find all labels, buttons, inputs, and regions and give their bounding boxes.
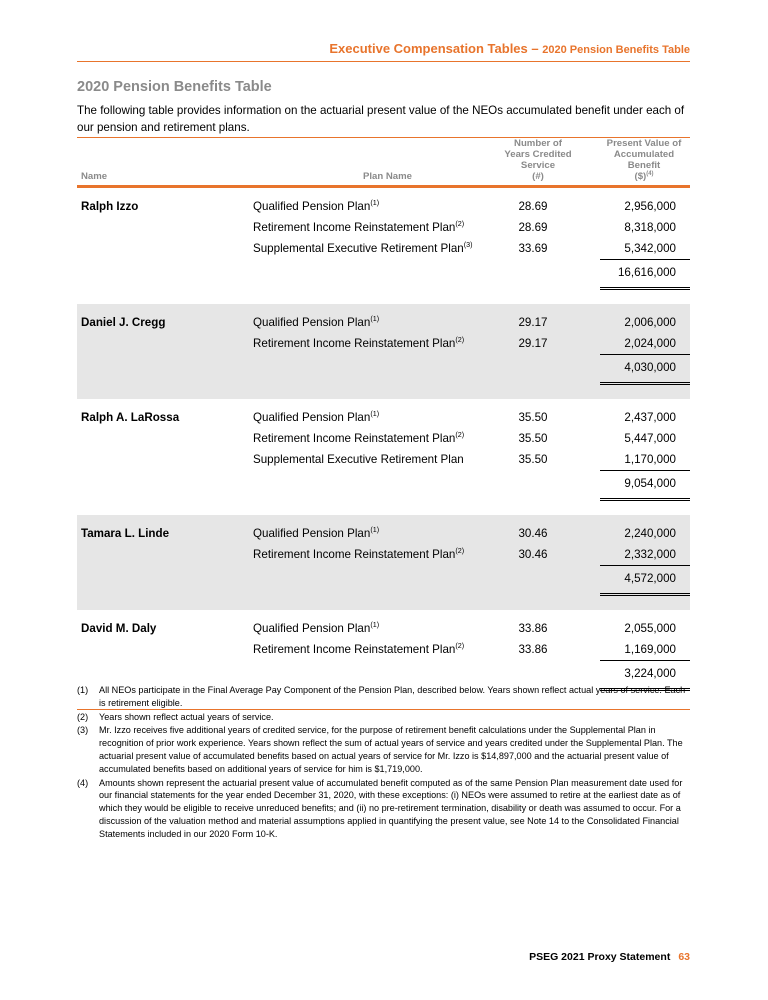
plan-footnote-ref: (1)	[370, 620, 380, 630]
table-row	[77, 449, 690, 470]
table-row	[77, 333, 690, 354]
cell-blank	[486, 470, 590, 501]
cell-value: 2,006,000	[590, 304, 690, 333]
cell-value: 2,956,000	[624, 200, 676, 213]
cell-name	[77, 544, 253, 565]
cell-plan	[253, 428, 486, 449]
footnotes	[77, 684, 689, 842]
cell-value: 8,318,000	[624, 221, 676, 234]
cell-years: 29.17	[486, 304, 590, 333]
table-row	[77, 610, 690, 639]
footnote	[77, 684, 689, 710]
person-name: Ralph A. LaRossa	[81, 411, 180, 424]
plan-name: Qualified Pension Plan	[253, 527, 371, 540]
cell-name	[77, 333, 253, 354]
cell-years: 28.69	[518, 200, 548, 213]
table-row	[77, 304, 690, 333]
section-title: 2020 Pension Benefits Table	[77, 79, 272, 95]
footer-doc-title: PSEG 2021 Proxy Statement	[529, 951, 671, 963]
plan-footnote-ref: (1)	[370, 198, 380, 208]
cell-plan	[253, 639, 486, 660]
cell-value: 2,055,000	[624, 622, 676, 635]
table-row	[77, 544, 690, 565]
cell-blank	[253, 470, 486, 501]
col-header-value	[590, 138, 690, 187]
cell-value: 5,342,000	[624, 242, 676, 255]
cell-years: 33.69	[518, 242, 548, 255]
col-header-value-line: ($)	[634, 171, 647, 182]
running-header	[77, 40, 690, 62]
col-header-value-line: Benefit	[627, 160, 661, 171]
table-row	[77, 238, 690, 259]
cell-total	[590, 565, 690, 596]
cell-value: 1,169,000	[624, 643, 676, 656]
spacer-cell	[77, 385, 690, 399]
footnote-number: (2)	[77, 711, 89, 722]
person-name: Ralph Izzo	[81, 200, 139, 213]
plan-name: Supplemental Executive Retirement Plan	[253, 242, 464, 255]
spacer-row	[77, 290, 690, 304]
plan-footnote-ref: (2)	[455, 641, 465, 651]
col-header-value-footnote: (4)	[646, 170, 654, 177]
table-body	[77, 187, 690, 710]
cell-blank	[253, 565, 486, 596]
cell-plan	[253, 333, 486, 354]
total-row	[77, 470, 690, 501]
cell-blank	[77, 470, 253, 501]
header-separator: –	[527, 41, 543, 56]
col-header-value-line: Present Value of	[606, 138, 682, 149]
plan-name: Supplemental Executive Retirement Plan	[253, 453, 464, 466]
total-value: 9,054,000	[624, 477, 676, 490]
cell-name	[77, 639, 253, 660]
col-header-years	[486, 138, 590, 187]
cell-total	[590, 354, 690, 385]
intro-paragraph: The following table provides information on the actuarial present value of the NEOs accumulated benefit under each of our pension and retirement plans.	[77, 104, 685, 134]
footnote-number: (3)	[77, 725, 89, 736]
cell-plan	[253, 187, 486, 218]
plan-name: Qualified Pension Plan	[253, 200, 371, 213]
footnote-text: Amounts shown represent the actuarial present value of accumulated benefit computed as of the same Pension Plan measurement date used for our financial statements for the year ended December 31, 2020, with these exceptions: (i) NEOs were assumed to retire at the earliest date as of which they would be eligible to receive unreduced benefits; and (ii) no pre-retirement termination, disability or death was assumed to occur. For a discussion of the valuation method and material assumptions applied in quantifying the present value, see Note 14 to the Consolidated Financial Statements included in our 2020 Form 10-K.	[99, 777, 683, 839]
person-name: Tamara L. Linde	[81, 527, 170, 540]
cell-plan	[253, 515, 486, 544]
col-header-plan: Plan Name	[253, 138, 486, 187]
table-row	[77, 399, 690, 428]
cell-years: 33.86	[518, 622, 548, 635]
cell-name	[77, 399, 253, 428]
plan-name: Retirement Income Reinstatement Plan	[253, 643, 456, 656]
footnote	[77, 724, 689, 775]
total-row	[77, 259, 690, 290]
cell-blank	[77, 259, 253, 290]
cell-plan	[253, 238, 486, 259]
cell-value: 5,447,000	[624, 432, 676, 445]
cell-plan	[253, 399, 486, 428]
cell-years: 30.46	[486, 544, 590, 565]
person-name: David M. Daly	[81, 622, 157, 635]
table-header-row	[77, 138, 690, 187]
cell-plan	[253, 304, 486, 333]
cell-blank	[486, 565, 590, 596]
total-value: 4,030,000	[624, 361, 676, 374]
spacer-row	[77, 501, 690, 515]
footnote-text: Years shown reflect actual years of service.	[99, 711, 274, 722]
total-value: 16,616,000	[617, 266, 676, 279]
col-header-value-line: Accumulated	[613, 149, 675, 160]
cell-name	[77, 217, 253, 238]
cell-blank	[77, 565, 253, 596]
cell-name	[77, 187, 253, 218]
cell-total	[590, 259, 690, 290]
cell-years: 30.46	[486, 515, 590, 544]
cell-plan	[253, 449, 486, 470]
plan-name: Qualified Pension Plan	[253, 411, 371, 424]
cell-years: 33.86	[518, 643, 548, 656]
spacer-row	[77, 596, 690, 610]
table-row	[77, 217, 690, 238]
cell-name	[77, 449, 253, 470]
spacer-cell	[77, 290, 690, 304]
cell-blank	[486, 259, 590, 290]
cell-value: 2,437,000	[624, 411, 676, 424]
cell-blank	[77, 354, 253, 385]
col-header-years-line: Number of	[514, 138, 562, 149]
cell-name	[77, 428, 253, 449]
cell-plan	[253, 544, 486, 565]
plan-footnote-ref: (1)	[370, 314, 380, 324]
table-row	[77, 428, 690, 449]
spacer-row	[77, 385, 690, 399]
plan-name: Qualified Pension Plan	[253, 622, 371, 635]
cell-years: 35.50	[518, 432, 548, 445]
plan-footnote-ref: (3)	[463, 240, 473, 250]
cell-years: 35.50	[518, 453, 548, 466]
header-subsection: 2020 Pension Benefits Table	[542, 44, 690, 56]
table-row	[77, 639, 690, 660]
pension-benefits-table	[77, 137, 690, 710]
col-header-years-line: Years Credited	[504, 149, 572, 160]
plan-footnote-ref: (2)	[455, 546, 465, 556]
total-row	[77, 354, 690, 385]
cell-years: 29.17	[486, 333, 590, 354]
footnote-number: (4)	[77, 777, 89, 788]
col-header-years-line: Service	[520, 160, 556, 171]
cell-blank	[486, 354, 590, 385]
plan-footnote-ref: (2)	[455, 335, 465, 345]
plan-name: Retirement Income Reinstatement Plan	[253, 221, 456, 234]
person-name: Daniel J. Cregg	[81, 316, 166, 329]
cell-blank	[253, 354, 486, 385]
footnote-text: Mr. Izzo receives five additional years of credited service, for the purpose of retirement benefit calculations under the Supplemental Plan in recognition of prior work experience. Years shown reflect the sum of actual years of service and years credited under the Supplemental Plan. The actuarial present value of accumulated benefits based on actual years of service for Mr. Izzo is $14,897,000 and the actuarial present value of accumulated benefits based on additional years of service for him is $1,719,000.	[99, 725, 683, 774]
footnote	[77, 777, 689, 841]
cell-years: 35.50	[518, 411, 548, 424]
cell-name	[77, 304, 253, 333]
cell-years: 28.69	[518, 221, 548, 234]
plan-footnote-ref: (2)	[455, 430, 465, 440]
cell-name	[77, 515, 253, 544]
table-row	[77, 187, 690, 218]
total-row	[77, 565, 690, 596]
total-value: 4,572,000	[624, 572, 676, 585]
cell-name	[77, 610, 253, 639]
table-row	[77, 515, 690, 544]
page-footer	[529, 951, 690, 963]
footnote-number: (1)	[77, 685, 89, 695]
footnote	[77, 711, 689, 724]
page-number: 63	[678, 951, 690, 963]
spacer-cell	[77, 501, 690, 515]
footnote-text: All NEOs participate in the Final Average Pay Component of the Pension Plan, described below. Years shown reflect actual years of service. Each is retirement eligible.	[99, 685, 686, 708]
cell-plan	[253, 217, 486, 238]
plan-footnote-ref: (1)	[370, 525, 380, 535]
plan-name: Retirement Income Reinstatement Plan	[253, 548, 456, 561]
cell-value: 2,332,000	[590, 544, 690, 565]
cell-name	[77, 238, 253, 259]
spacer-cell	[77, 596, 690, 610]
header-section: Executive Compensation Tables	[329, 41, 528, 56]
cell-value: 2,240,000	[590, 515, 690, 544]
total-value: 3,224,000	[624, 667, 676, 680]
plan-footnote-ref: (2)	[455, 219, 465, 229]
plan-name: Retirement Income Reinstatement Plan	[253, 337, 456, 350]
plan-footnote-ref: (1)	[370, 409, 380, 419]
cell-plan	[253, 610, 486, 639]
col-header-years-line: (#)	[532, 171, 544, 182]
col-header-name: Name	[77, 138, 253, 187]
plan-name: Retirement Income Reinstatement Plan	[253, 432, 456, 445]
cell-value: 2,024,000	[590, 333, 690, 354]
cell-value: 1,170,000	[624, 453, 676, 466]
cell-total	[590, 470, 690, 501]
plan-name: Qualified Pension Plan	[253, 316, 371, 329]
cell-blank	[253, 259, 486, 290]
